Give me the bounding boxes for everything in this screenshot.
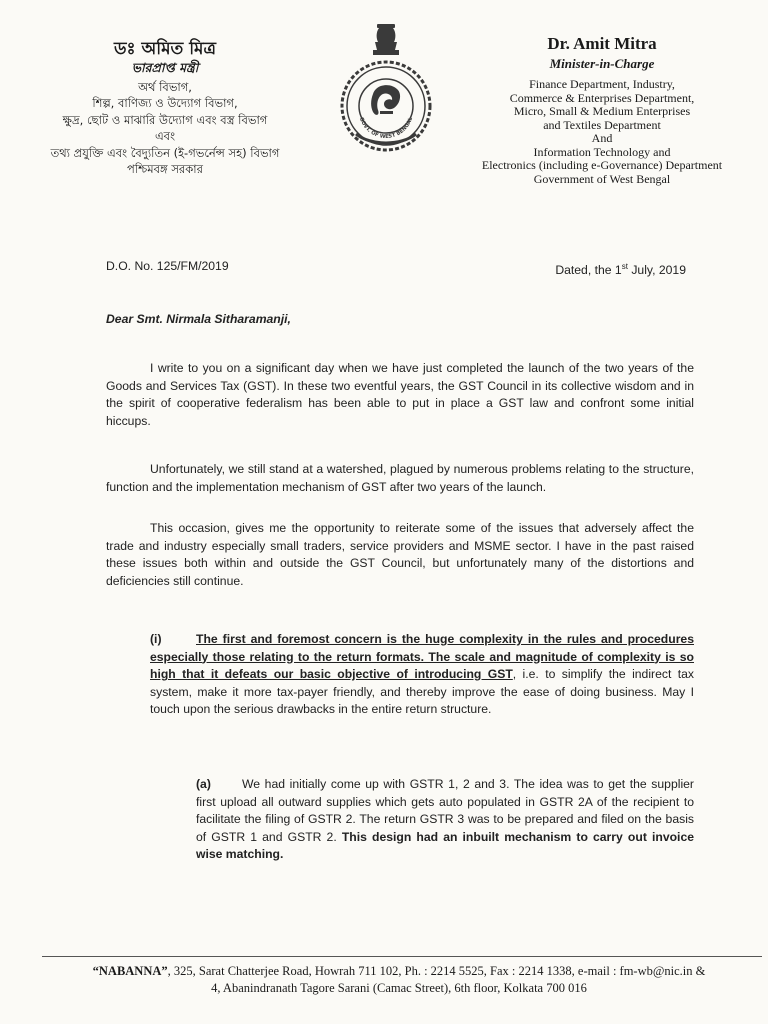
paragraph-3 (106, 520, 694, 590)
footer-line-1 (34, 963, 764, 980)
footer-address-line-2: 4, Abanindranath Tagore Sarani (Camac Street), 6th floor, Kolkata 700 016 (211, 980, 587, 995)
dept-line: Information Technology and (533, 144, 671, 159)
minister-title-bengali: ভারপ্রাপ্ত মন্ত্রী (131, 60, 199, 75)
point-a-bold-text: This design had an inbuilt mechanism to carry out invoice wise matching. (196, 829, 694, 861)
point-a-text: We had initially come up with GSTR 1, 2 and 3. The idea was to get the supplier first upload all outward supplies which gets auto populated in GSTR 2A of the recipient to facilitate the filing of GSTR 2. The return GSTR 3 was to be prepared and filed on the basis of GSTR 1 and GSTR 2. (196, 777, 694, 844)
point-a-number: (a) (196, 777, 211, 791)
dept-line: Micro, Small & Medium Enterprises (513, 104, 691, 118)
paragraph-1-text: I write to you on a significant day when we have just completed the launch of the two years of the Goods and Services Tax (GST). In these two eventful years, the GST Council in its collective wisdom and in the spirit of cooperative federalism has been able to put in place a GST law and confront some initial hiccups. (106, 361, 694, 428)
date-prefix: Dated, the 1 (555, 263, 622, 278)
salutation: Dear Smt. Nirmala Sitharamanji, (106, 312, 291, 326)
minister-title: Minister-in-Charge (549, 56, 655, 71)
point-i (150, 631, 694, 719)
dept-line: And (591, 131, 613, 145)
dept-line: ক্ষুদ্র, ছোট ও মাঝারি উদ্যোগ এবং বস্ত্র বিভাগ (62, 112, 268, 127)
dept-line: এবং (154, 129, 176, 143)
date-suffix: July, 2019 (627, 263, 686, 278)
dept-line: Government of West Bengal (533, 171, 671, 186)
paragraph-2-text: Unfortunately, we still stand at a watershed, plagued by numerous problems relating to the structure, function and the implementation mechanism of GST after two years of the launch. (106, 462, 694, 494)
dept-line: পশ্চিমবঙ্গ সরকার (127, 162, 203, 176)
footer-address-line-1: , 325, Sarat Chatterjee Road, Howrah 711 102, Ph. : 2214 5525, Fax : 2214 1338, e-mail : fm-wb@nic.in & (167, 964, 706, 978)
minister-name: Dr. Amit Mitra (547, 34, 657, 53)
footer-divider (42, 956, 762, 957)
do-number: D.O. No. 125/FM/2019 (106, 259, 229, 273)
point-i-number: (i) (150, 632, 162, 646)
emblem-ring-text: GOVT. OF WEST BENGAL (357, 116, 415, 141)
state-emblem-icon (336, 20, 436, 156)
footer-address (34, 963, 764, 996)
dept-line: and Textiles Department (543, 117, 661, 132)
minister-name-bengali: ডঃ অমিত মিত্র (114, 39, 216, 59)
footer-building-name: “NABANNA” (92, 964, 168, 978)
date-superscript: st (621, 262, 628, 271)
paragraph-2 (106, 461, 694, 496)
paragraph-1 (106, 360, 694, 430)
header-bengali (30, 38, 300, 178)
dept-line: শিল্প, বাণিজ্য ও উদ্যোগ বিভাগ, (92, 96, 238, 110)
dept-line: তথ্য প্রযুক্তি এবং বৈদ্যুতিন (ই-গভর্নেন্স সহ) বিভাগ (50, 145, 280, 160)
point-i-text: , i.e. to simplify the indirect tax system, make it more tax-payer friendly, and thereby improve the ease of doing business. May I touch upon the serious drawbacks in the entire return structure. (150, 667, 694, 716)
dept-line: Electronics (including e-Governance) Department (481, 158, 723, 172)
letter-date (555, 258, 686, 280)
paragraph-3-text: This occasion, gives me the opportunity to reiterate some of the issues that adversely affect the trade and industry especially small traders, service providers and MSME sector. I have in the past raised these issues both within and outside the GST Council, but unfortunately many of the distortions and deficiencies still continue. (106, 521, 694, 588)
point-a (196, 776, 694, 864)
dept-line: অর্থ বিভাগ, (138, 79, 192, 94)
dept-line: Commerce & Enterprises Department, (509, 90, 695, 105)
dept-line: Finance Department, Industry, (529, 77, 675, 91)
header-english (462, 33, 742, 186)
point-i-bold-text: The first and foremost concern is the huge complexity in the rules and procedures especially those relating to the return formats. The scale and magnitude of complexity is so high that it defeats our basic objective of introducing GST (150, 632, 694, 681)
